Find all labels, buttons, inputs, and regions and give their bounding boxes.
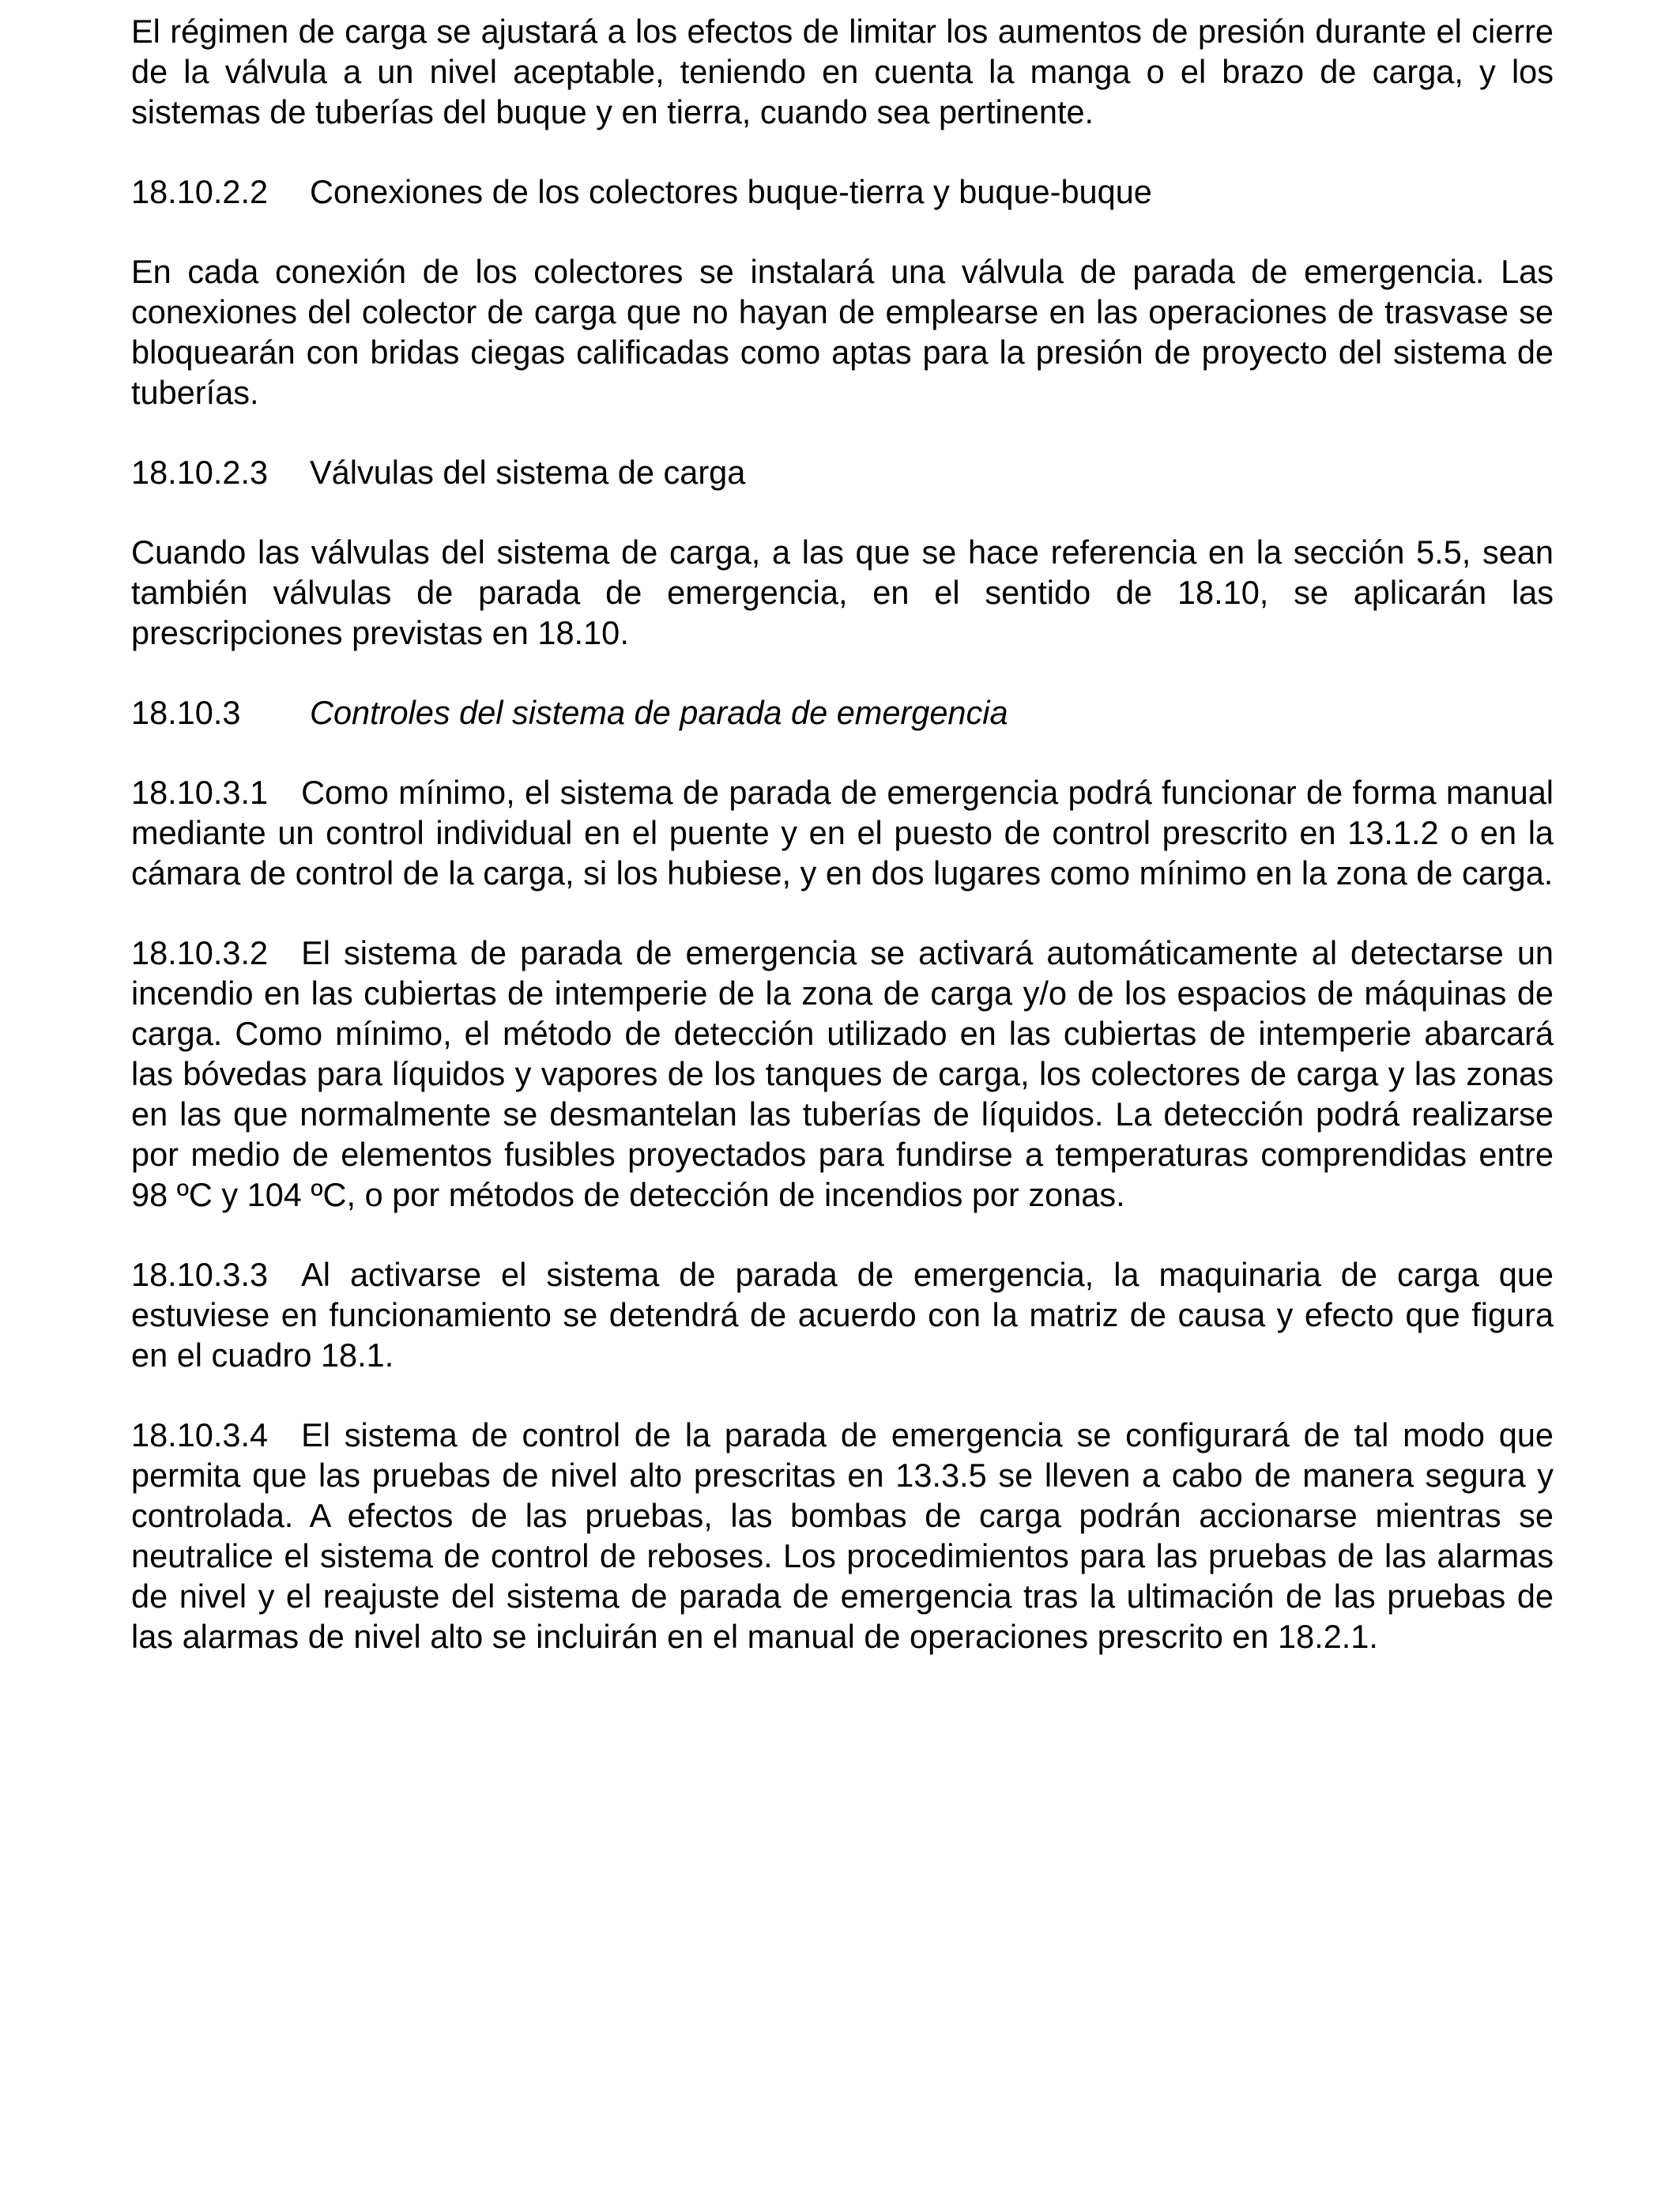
paragraph-number: 18.10.3.1 [131,774,269,811]
section-heading-18-10-2-2 [131,172,1554,212]
paragraph-text: El sistema de control de la parada de emergencia se configurará de tal modo que permita que las pruebas de nivel alto prescritas en 13.3.5 se lleven a cabo de manera segura y controlada. A efectos de las pruebas, las bombas de carga podrán accionarse mientras se neutralice el sistema de control de reboses. Los procedimientos para las pruebas de las alarmas de nivel y el reajuste del sistema de parada de emergencia tras la ultimación de las pruebas de las alarmas de nivel alto se incluirán en el manual de operaciones prescrito en 18.2.1. [131,1416,1554,1655]
numbered-paragraph-18-10-3-2 [131,933,1554,1215]
paragraph-number: 18.10.3.2 [131,934,269,971]
section-number: 18.10.3 [131,694,241,731]
numbered-paragraph-18-10-3-3 [131,1254,1554,1375]
section-body-18-10-2-3: Cuando las válvulas del sistema de carga, a las que se hace referencia en la sección 5.5, sean también válvulas de parada de emergencia, en el sentido de 18.10, se aplicarán las prescripciones previstas en 18.10. [131,533,1554,651]
section-heading-18-10-2-3 [131,452,1554,492]
section-number: 18.10.2.3 [131,454,269,491]
intro-paragraph: El régimen de carga se ajustará a los efectos de limitar los aumentos de presión durante el cierre de la válvula a un nivel aceptable, teniendo en cuenta la manga o el brazo de carga, y los sistemas de tuberías del buque y en tierra, cuando sea pertinente. [131,13,1554,130]
numbered-paragraph-18-10-3-4 [131,1415,1554,1657]
paragraph-number: 18.10.3.3 [131,1256,269,1293]
paragraph-text: El sistema de parada de emergencia se activará automáticamente al detectarse un incendio en las cubiertas de intemperie de la zona de carga y/o de los espacios de máquinas de carga. Como mínimo, el método de detección utilizado en las cubiertas de intemperie abarcará las bóvedas para líquidos y vapores de los tanques de carga, los colectores de carga y las zonas en las que normalmente se desmantelan las tuberías de líquidos. La detección podrá realizarse por medio de elementos fusibles proyectados para fundirse a temperaturas comprendidas entre 98 ºC y 104 ºC, o por métodos de detección de incendios por zonas. [131,934,1554,1213]
numbered-paragraph-18-10-3-1 [131,772,1554,893]
paragraph-text: Al activarse el sistema de parada de emergencia, la maquinaria de carga que estuviese en funcionamiento se detendrá de acuerdo con la matriz de causa y efecto que figura en el cuadro 18.1. [131,1256,1554,1374]
section-title: Válvulas del sistema de carga [310,454,746,491]
section-heading-18-10-3 [131,692,1554,733]
paragraph-text: Como mínimo, el sistema de parada de emergencia podrá funcionar de forma manual mediante un control individual en el puente y en el puesto de control prescrito en 13.1.2 o en la cámara de control de la carga, si los hubiese, y en dos lugares como mínimo en la zona de carga. [131,774,1554,892]
section-title: Conexiones de los colectores buque-tierra y buque-buque [310,173,1152,210]
document-page [131,11,1554,1696]
section-title: Controles del sistema de parada de emergencia [310,694,1008,731]
paragraph-number: 18.10.3.4 [131,1416,269,1453]
section-body-18-10-2-2: En cada conexión de los colectores se instalará una válvula de parada de emergencia. Las conexiones del colector de carga que no hayan de emplearse en las operaciones de trasvase se bloquearán con bridas ciegas calificadas como aptas para la presión de proyecto del sistema de tuberías. [131,253,1554,411]
section-number: 18.10.2.2 [131,173,269,210]
